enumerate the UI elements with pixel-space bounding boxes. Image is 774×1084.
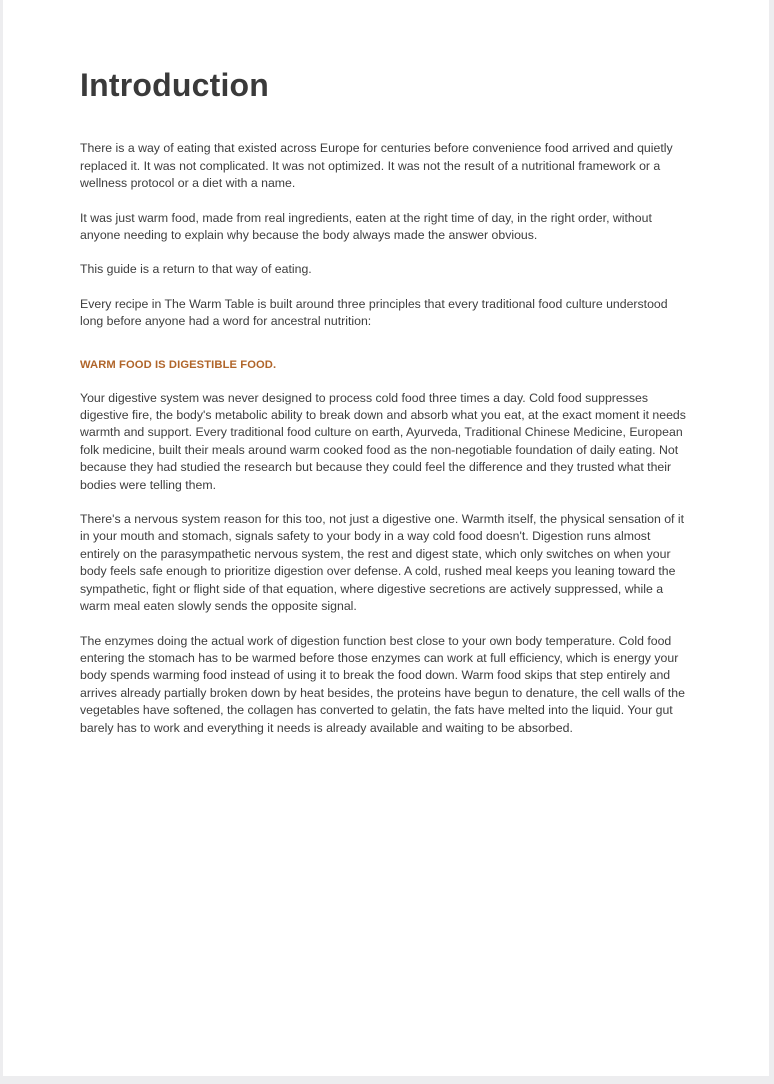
- intro-paragraph: Every recipe in The Warm Table is built around three principles that every traditional food culture understood long before anyone had a word for ancestral nutrition:: [80, 296, 668, 329]
- section-paragraph: Your digestive system was never designed to process cold food three times a day. Cold food suppresses digestive fire, the body's metabolic ability to break down and absorb what you eat, at the exact moment it needs warmth and support. Every traditional food culture on earth, Ayurveda, Traditional Chinese Medicine, European folk medicine, built their meals around warm cooked food as the non-negotiable foundation of daily eating. Not because they had studied the research but because they could feel the difference and they trusted what their bodies were telling them.: [80, 390, 686, 492]
- intro-paragraph: There is a way of eating that existed across Europe for centuries before convenience food arrived and quietly replaced it. It was not complicated. It was not optimized. It was not the result of a nutritional framework or a wellness protocol or a diet with a name.: [80, 141, 673, 191]
- section-paragraph: The enzymes doing the actual work of digestion function best close to your own body temperature. Cold food entering the stomach has to be warmed before those enzymes can work at full efficiency, which is energy your body spends warming food instead of using it to break the food down. Warm food skips that step entirely and arrives already partially broken down by heat besides, the proteins have begun to denature, the cell walls of the vegetables have softened, the collagen has converted to gelatin, the fats have melted into the liquid. Your gut barely has to work and everything it needs is already available and waiting to be absorbed.: [80, 633, 685, 735]
- section-heading: WARM FOOD IS DIGESTIBLE FOOD.: [80, 358, 277, 371]
- section-paragraph: There's a nervous system reason for this too, not just a digestive one. Warmth itself, the physical sensation of it in your mouth and stomach, signals safety to your body in a way cold food doesn't. Digestion runs almost entirely on the parasympathetic nervous system, the rest and digest state, which only switches on when your body feels safe enough to prioritize digestion over defense. A cold, rushed meal keeps you leaning toward the sympathetic, fight or flight side of that equation, where digestive secretions are actively suppressed, while a warm meal eaten slowly sends the opposite signal.: [80, 512, 685, 614]
- intro-paragraph: This guide is a return to that way of eating.: [80, 262, 312, 277]
- intro-paragraph: It was just warm food, made from real ingredients, eaten at the right time of day, in the right order, without anyone needing to explain why because the body always made the answer obvious.: [80, 210, 652, 243]
- document-page: [3, 0, 769, 1076]
- page-title: Introduction: [80, 67, 270, 103]
